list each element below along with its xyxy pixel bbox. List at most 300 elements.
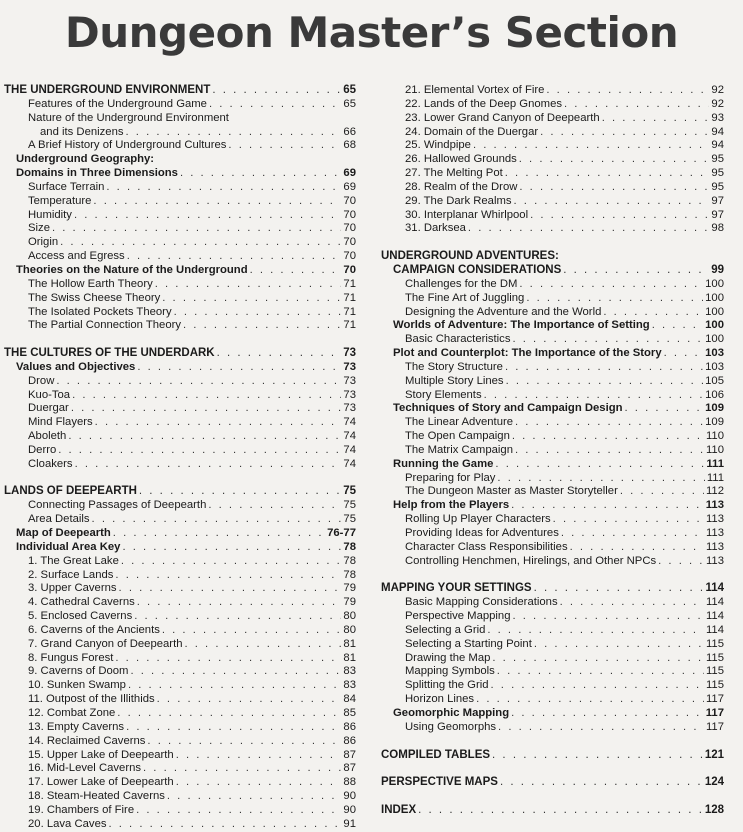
dot-leader	[56, 375, 341, 389]
toc-entry-label: Origin	[28, 236, 59, 249]
toc-entry	[381, 513, 724, 527]
toc-entry	[381, 222, 724, 236]
dot-leader	[115, 652, 341, 666]
dot-leader	[113, 527, 325, 541]
dot-leader	[563, 264, 709, 278]
toc-page-number: 117	[705, 706, 724, 719]
toc-entry	[4, 195, 356, 209]
toc-entry-label: 9. Caverns of Doom	[28, 665, 129, 678]
toc-entry	[4, 139, 356, 153]
toc-entry-label: The Fine Art of Juggling	[405, 291, 525, 304]
toc-subheading	[4, 264, 356, 278]
toc-page-number: 117	[705, 693, 724, 706]
section-gap	[4, 472, 356, 486]
toc-entry	[4, 98, 356, 112]
toc-page-number: 70	[343, 236, 356, 249]
section-gap	[4, 333, 356, 347]
dot-leader	[602, 112, 710, 126]
dot-leader	[498, 721, 704, 735]
dot-leader	[534, 638, 704, 652]
toc-entry-label: Nature of the Underground Environment	[28, 111, 229, 124]
toc-entry	[381, 292, 724, 306]
toc-page-number: 70	[343, 208, 356, 221]
toc-entry	[4, 679, 356, 693]
toc-entry-label: The Hollow Earth Theory	[28, 277, 153, 290]
toc-entry-label: Duergar	[28, 402, 69, 415]
toc-entry-label: 17. Lower Lake of Deepearth	[28, 776, 174, 789]
toc-page-number: 74	[343, 443, 356, 456]
dot-leader	[139, 485, 341, 499]
dot-leader	[505, 361, 703, 375]
toc-page-number: 113	[705, 554, 724, 567]
toc-page-number: 73	[343, 388, 356, 401]
toc-page-number: 86	[343, 734, 356, 747]
dot-leader	[176, 776, 342, 790]
toc-page-number: 97	[711, 208, 724, 221]
toc-page-number: 92	[711, 84, 724, 96]
toc-entry-label: The Matrix Campaign	[405, 443, 513, 456]
toc-section-heading	[381, 264, 724, 278]
toc-entry	[381, 333, 724, 347]
dot-leader	[625, 402, 704, 416]
toc-page-number: 113	[705, 527, 724, 539]
toc-page-number: 114	[705, 623, 724, 636]
toc-entry-label: Features of the Underground Game	[28, 97, 207, 110]
toc-entry-label: THE CULTURES OF THE UNDERDARK	[4, 347, 215, 360]
toc-page-number: 110	[705, 430, 724, 443]
toc-entry-label: 25. Windpipe	[405, 139, 471, 152]
toc-entry-label: Perspective Mapping	[405, 610, 511, 623]
toc-entry	[4, 596, 356, 610]
toc-entry-label: Character Class Responsibilities	[405, 540, 568, 553]
toc-entry	[4, 762, 356, 776]
toc-entry-label: Horizon Lines	[405, 693, 475, 706]
toc-page-number: 65	[343, 84, 356, 96]
toc-entry	[4, 818, 356, 832]
toc-entry-label: Preparing for Play	[405, 471, 496, 484]
toc-subheading	[4, 361, 356, 375]
dot-leader	[147, 735, 341, 749]
toc-entry-label: Access and Egress	[28, 250, 125, 263]
dot-leader	[212, 84, 341, 98]
toc-entry	[381, 610, 724, 624]
dot-leader	[128, 679, 341, 693]
dot-leader	[519, 278, 703, 292]
toc-entry	[4, 402, 356, 416]
toc-entry-label: Running the Game	[393, 457, 494, 470]
toc-entry-label: Drawing the Map	[405, 651, 491, 664]
dot-leader	[126, 126, 342, 140]
toc-page-number: 100	[705, 291, 724, 304]
toc-entry-label: Values and Objectives	[16, 360, 136, 373]
toc-page-number: 73	[343, 347, 356, 360]
toc-entry	[381, 555, 724, 569]
dot-leader	[95, 416, 342, 430]
toc-page-number: 86	[343, 720, 356, 733]
toc-entry	[4, 222, 356, 236]
toc-section-heading	[381, 582, 724, 596]
section-gap	[381, 735, 724, 749]
toc-page-number: 103	[705, 360, 724, 373]
dot-leader	[106, 181, 341, 195]
toc-page-number: 124	[704, 776, 724, 789]
toc-entry-label: 18. Steam-Heated Caverns	[28, 790, 165, 803]
toc-entry-label: 12. Combat Zone	[28, 706, 116, 719]
toc-section-heading	[4, 485, 356, 499]
toc-entry	[4, 112, 356, 126]
dot-leader	[495, 458, 704, 472]
toc-entry	[4, 126, 356, 140]
toc-entry-label: Using Geomorphs	[405, 720, 497, 733]
toc-page-number: 75	[343, 485, 356, 498]
toc-entry	[4, 236, 356, 250]
toc-entry-label: Surface Terrain	[28, 180, 105, 193]
toc-entry	[381, 485, 724, 499]
dot-leader	[127, 250, 342, 264]
toc-page-number: 93	[711, 111, 724, 124]
toc-entry-label: PERSPECTIVE MAPS	[381, 776, 498, 789]
dot-leader	[143, 762, 341, 776]
toc-page-number: 90	[343, 790, 356, 803]
toc-entry-label: Domains in Three Dimensions	[16, 167, 178, 180]
toc-subheading	[381, 319, 724, 333]
toc-entry-label: Controlling Henchmen, Hirelings, and Other NPCs	[405, 554, 657, 567]
toc-page-number: 81	[343, 651, 356, 664]
dot-leader	[52, 222, 341, 236]
dot-leader	[484, 389, 704, 403]
section-gap	[381, 236, 724, 250]
dot-leader	[122, 541, 341, 555]
toc-page-number: 115	[705, 651, 724, 664]
toc-entry	[4, 306, 356, 320]
toc-entry-label: Drow	[28, 374, 55, 387]
toc-entry-label: Worlds of Adventure: The Importance of Setting	[393, 319, 650, 332]
toc-entry	[4, 624, 356, 638]
toc-entry-label: Selecting a Grid	[405, 623, 486, 636]
toc-entry-label: 13. Empty Caverns	[28, 720, 125, 733]
toc-entry-label: Mapping Symbols	[405, 665, 495, 678]
toc-entry	[4, 292, 356, 306]
dot-leader	[476, 693, 704, 707]
toc-entry	[4, 610, 356, 624]
toc-entry	[4, 569, 356, 583]
toc-entry-label: 21. Elemental Vortex of Fire	[405, 84, 545, 96]
dot-leader	[60, 236, 341, 250]
toc-entry	[381, 84, 724, 98]
toc-entry	[4, 735, 356, 749]
dot-leader	[418, 804, 703, 818]
toc-page-number: 65	[343, 97, 356, 110]
dot-leader	[487, 624, 704, 638]
toc-entry	[4, 652, 356, 666]
dot-leader	[162, 292, 341, 306]
toc-entry-label: Area Details	[28, 513, 90, 526]
toc-entry-label: Multiple Story Lines	[405, 374, 504, 387]
dot-leader	[137, 361, 341, 375]
toc-entry-label: Kuo-Toa	[28, 388, 71, 401]
dot-leader	[491, 679, 704, 693]
toc-page-number: 70	[343, 263, 356, 276]
toc-entry-label: MAPPING YOUR SETTINGS	[381, 582, 532, 595]
toc-entry-label: 28. Realm of the Drow	[405, 180, 518, 193]
dot-leader	[58, 444, 341, 458]
section-gap	[381, 569, 724, 583]
toc-entry-label: Individual Area Key	[16, 540, 121, 553]
dot-leader	[506, 375, 704, 389]
toc-section-heading	[4, 84, 356, 98]
toc-entry	[381, 98, 724, 112]
toc-entry-label: 5. Enclosed Caverns	[28, 610, 133, 623]
dot-leader	[74, 209, 341, 223]
dot-leader	[515, 444, 704, 458]
dot-leader	[157, 693, 342, 707]
toc-page-number: 79	[343, 582, 356, 595]
dot-leader	[92, 513, 342, 527]
dot-leader	[652, 319, 703, 333]
dot-leader	[519, 153, 710, 167]
toc-entry	[4, 181, 356, 195]
toc-entry	[381, 679, 724, 693]
toc-entry	[4, 707, 356, 721]
toc-page-number: 79	[343, 596, 356, 609]
toc-page-number: 100	[705, 333, 724, 346]
toc-entry-label: 15. Upper Lake of Deepearth	[28, 748, 174, 761]
toc-entry	[381, 693, 724, 707]
toc-page-number: 115	[705, 679, 724, 692]
toc-subheading	[381, 499, 724, 513]
toc-entry	[4, 319, 356, 333]
toc-entry-label: 24. Domain of the Duergar	[405, 125, 539, 138]
toc-entry	[4, 278, 356, 292]
toc-page-number: 115	[705, 665, 724, 678]
toc-page-number: 66	[343, 125, 356, 138]
dot-leader	[209, 98, 341, 112]
dot-leader	[185, 638, 342, 652]
dot-leader	[658, 555, 704, 569]
toc-page-number: 106	[705, 388, 724, 401]
toc-page-number: 78	[343, 568, 356, 581]
dot-leader	[167, 790, 342, 804]
dot-leader	[513, 610, 704, 624]
dot-leader	[72, 389, 341, 403]
dot-leader	[546, 84, 709, 98]
toc-entry-label: LANDS OF DEEPEARTH	[4, 485, 137, 498]
toc-entry-label: The Story Structure	[405, 360, 503, 373]
toc-subheading	[4, 541, 356, 555]
dot-leader	[130, 665, 341, 679]
dot-leader	[603, 306, 703, 320]
dot-leader	[473, 139, 709, 153]
toc-page-number: 100	[705, 277, 724, 290]
dot-leader	[515, 416, 703, 430]
dot-leader	[126, 721, 341, 735]
toc-entry-label: Connecting Passages of Deepearth	[28, 499, 207, 512]
toc-entry-label: The Swiss Cheese Theory	[28, 291, 161, 304]
toc-entry	[381, 306, 724, 320]
dot-leader	[511, 707, 704, 721]
dot-leader	[174, 306, 342, 320]
toc-page-number: 73	[343, 402, 356, 415]
toc-entry	[381, 638, 724, 652]
toc-page-number: 97	[711, 194, 724, 207]
dot-leader	[500, 776, 703, 790]
toc-section-heading	[4, 347, 356, 361]
toc-page-number: 88	[343, 776, 356, 789]
toc-page-number: 91	[343, 817, 356, 830]
toc-entry-label: 6. Caverns of the Ancients	[28, 623, 160, 636]
toc-entry-label: and its Denizens	[40, 125, 124, 138]
toc-entry-label: 8. Fungus Forest	[28, 651, 114, 664]
toc-entry	[381, 624, 724, 638]
dot-leader	[468, 222, 710, 236]
dot-leader	[492, 749, 703, 763]
toc-page-number: 71	[343, 291, 356, 304]
toc-page-number: 80	[343, 623, 356, 636]
toc-entry	[381, 721, 724, 735]
toc-page-number: 70	[343, 250, 356, 263]
toc-entry-label: Designing the Adventure and the World	[405, 305, 602, 318]
toc-entry-label: Derro	[28, 443, 57, 456]
toc-entry	[4, 776, 356, 790]
toc-entry-label: 16. Mid-Level Caverns	[28, 762, 142, 775]
toc-entry-label: UNDERGROUND ADVENTURES:	[381, 250, 559, 263]
toc-page-number: 74	[343, 416, 356, 429]
toc-entry-label: Splitting the Grid	[405, 679, 489, 692]
toc-page-number: 76-77	[327, 527, 356, 539]
toc-page-number: 112	[705, 485, 724, 498]
toc-entry	[381, 444, 724, 458]
dot-leader	[71, 402, 342, 416]
toc-entry-label: Humidity	[28, 208, 72, 221]
toc-entry-label: The Dungeon Master as Master Storyteller	[405, 485, 618, 498]
toc-entry	[4, 582, 356, 596]
toc-page-number: 99	[711, 263, 724, 276]
toc-right-column	[381, 84, 724, 818]
toc-page-number: 113	[705, 513, 724, 526]
toc-page-number: 128	[704, 803, 724, 816]
section-gap	[381, 790, 724, 804]
dot-leader	[134, 610, 341, 624]
toc-entry-label: Rolling Up Player Characters	[405, 513, 551, 526]
toc-entry-label: 27. The Melting Pot	[405, 167, 503, 180]
toc-page-number: 75	[343, 513, 356, 526]
toc-entry	[381, 195, 724, 209]
toc-page-number: 114	[705, 596, 724, 609]
dot-leader	[519, 181, 709, 195]
toc-page-number: 69	[343, 167, 356, 180]
toc-page-number: 109	[705, 416, 724, 429]
toc-page-number: 87	[343, 762, 356, 775]
toc-entry	[4, 804, 356, 818]
toc-entry	[381, 430, 724, 444]
dot-leader	[183, 319, 341, 333]
toc-page-number: 109	[705, 402, 724, 415]
toc-page-number: 105	[705, 374, 724, 387]
toc-page-number: 121	[704, 748, 724, 761]
toc-entry	[4, 209, 356, 223]
dot-leader	[564, 98, 709, 112]
toc-entry	[4, 444, 356, 458]
dot-leader	[497, 665, 704, 679]
toc-page-number: 84	[343, 693, 356, 706]
section-gap	[381, 762, 724, 776]
toc-section-heading	[381, 250, 724, 264]
toc-entry-label: Cloakers	[28, 457, 73, 470]
toc-section-heading	[381, 749, 724, 763]
dot-leader	[512, 430, 704, 444]
toc-page-number: 103	[705, 347, 724, 360]
toc-entry	[381, 153, 724, 167]
toc-entry	[381, 361, 724, 375]
toc-entry-label: 2. Surface Lands	[28, 568, 114, 581]
toc-entry-label: Providing Ideas for Adventures	[405, 527, 559, 539]
toc-page-number: 98	[711, 222, 724, 235]
toc-entry-label: 23. Lower Grand Canyon of Deepearth	[405, 111, 600, 124]
toc-entry-label: 19. Chambers of Fire	[28, 803, 135, 816]
toc-subheading	[381, 347, 724, 361]
toc-entry	[381, 375, 724, 389]
toc-entry-label: 3. Upper Caverns	[28, 582, 117, 595]
toc-entry-label: Basic Mapping Considerations	[405, 596, 558, 609]
dot-leader	[553, 513, 704, 527]
toc-entry-label: THE UNDERGROUND ENVIRONMENT	[4, 84, 211, 96]
toc-page-number: 92	[711, 97, 724, 110]
toc-entry	[381, 596, 724, 610]
toc-page-number: 94	[711, 125, 724, 138]
toc-page-number: 83	[343, 665, 356, 678]
dot-leader	[121, 555, 342, 569]
toc-entry	[4, 790, 356, 804]
toc-entry-label: The Open Campaign	[405, 430, 510, 443]
toc-entry	[4, 458, 356, 472]
toc-entry	[381, 527, 724, 541]
toc-entry-label: Underground Geography:	[16, 153, 155, 166]
toc-subheading	[4, 153, 356, 167]
toc-page-number: 81	[343, 637, 356, 650]
toc-page-number: 114	[705, 610, 724, 623]
dot-leader	[511, 499, 704, 513]
dot-leader	[570, 541, 704, 555]
dot-leader	[162, 624, 342, 638]
dot-leader	[620, 485, 704, 499]
dot-leader	[512, 333, 703, 347]
toc-entry	[4, 513, 356, 527]
toc-entry-label: 7. Grand Canyon of Deepearth	[28, 637, 183, 650]
toc-page-number: 74	[343, 430, 356, 443]
toc-entry-label: Story Elements	[405, 388, 482, 401]
dot-leader	[68, 430, 341, 444]
toc-page-number: 114	[705, 582, 724, 595]
toc-page-number: 73	[343, 360, 356, 373]
toc-entry-label: The Partial Connection Theory	[28, 319, 182, 332]
dot-leader	[526, 292, 703, 306]
toc-page-number: 87	[343, 748, 356, 761]
toc-entry-label: Help from the Players	[393, 499, 510, 512]
toc-entry	[381, 652, 724, 666]
dot-leader	[664, 347, 704, 361]
toc-entry-label: 22. Lands of the Deep Gnomes	[405, 97, 563, 110]
toc-page-number: 68	[343, 139, 356, 152]
toc-entry	[381, 278, 724, 292]
toc-page-number: 113	[705, 499, 724, 512]
dot-leader	[540, 126, 709, 140]
toc-entry-label: Aboleth	[28, 430, 67, 443]
dot-leader	[560, 596, 704, 610]
toc-page-number: 113	[705, 540, 724, 553]
toc-entry	[4, 499, 356, 513]
page-title: Dungeon Master’s Section	[64, 8, 679, 57]
toc-page-number: 70	[343, 194, 356, 207]
